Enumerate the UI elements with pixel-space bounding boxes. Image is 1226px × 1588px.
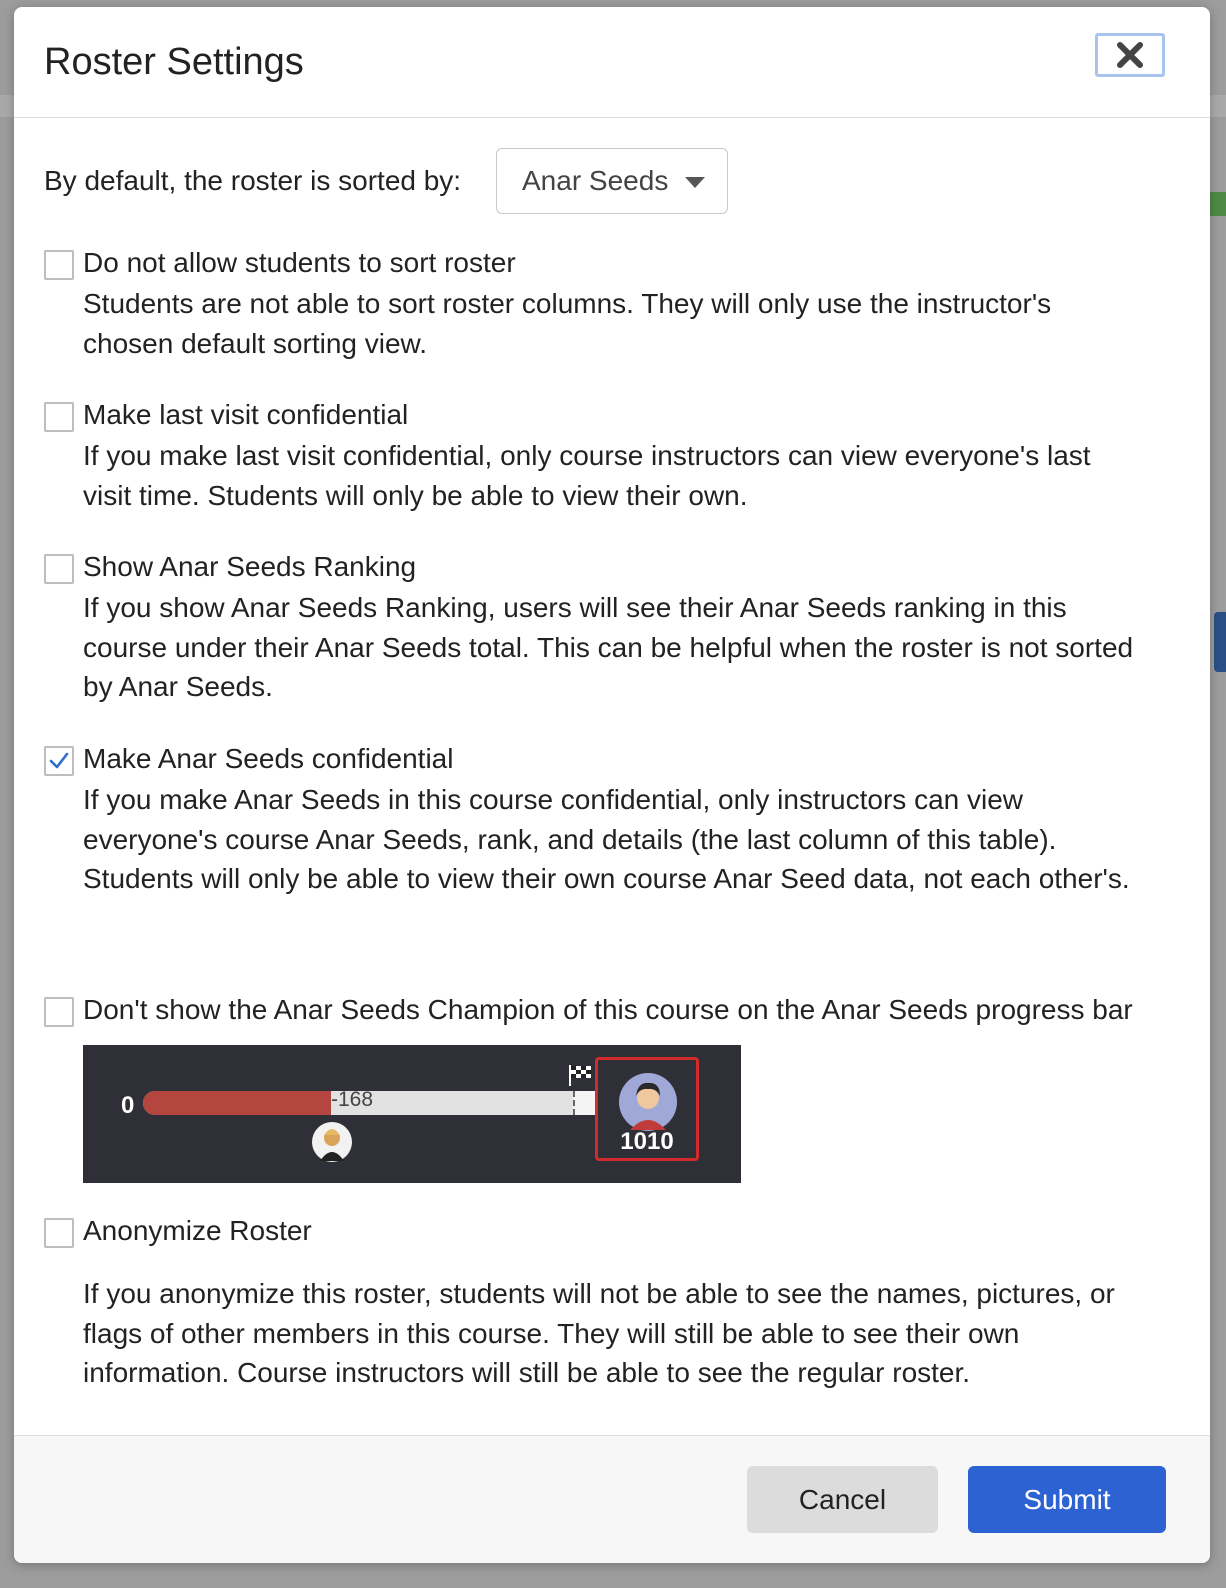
option-label: Make Anar Seeds confidential bbox=[83, 743, 454, 774]
checkbox-anonymize-roster[interactable] bbox=[44, 1218, 74, 1248]
checkbox-hide-champion[interactable] bbox=[44, 997, 74, 1027]
sort-selected-value: Anar Seeds bbox=[522, 165, 669, 196]
close-icon bbox=[1115, 40, 1145, 70]
option-description: If you anonymize this roster, students will not be able to see the names, pictures, or flags of other members in this course. They will still be able to see their own information. Course instructors will still be able to see the regular roster. bbox=[83, 1278, 1115, 1388]
option-label: Anonymize Roster bbox=[83, 1215, 312, 1246]
option-description: If you make Anar Seeds in this course confidential, only instructors can view everyone's course Anar Seeds, rank, and details (the last column of this table). Students will only be able to view their own course Anar Seed data, not each other's. bbox=[83, 784, 1130, 894]
checkmark-icon bbox=[49, 751, 69, 771]
background-accent bbox=[1210, 192, 1226, 216]
option-label: Make last visit confidential bbox=[83, 399, 409, 430]
dialog-header bbox=[14, 7, 1210, 118]
option-label: Don't show the Anar Seeds Champion of this course on the Anar Seeds progress bar bbox=[83, 994, 1133, 1025]
checkbox-seeds-confidential[interactable] bbox=[44, 746, 74, 776]
sort-setting bbox=[44, 148, 669, 214]
dialog-body bbox=[14, 118, 1210, 1435]
progress-current-value: -168 bbox=[331, 1088, 374, 1111]
sort-select[interactable] bbox=[496, 148, 728, 214]
close-button[interactable] bbox=[1095, 33, 1165, 77]
option-description: If you make last visit confidential, only course instructors can view everyone's last visit time. Students will only be able to view their own. bbox=[83, 440, 1091, 511]
checkbox-disallow-sort[interactable] bbox=[44, 250, 74, 280]
progress-bar-example-image bbox=[83, 1045, 741, 1183]
sort-label: By default, the roster is sorted by: bbox=[44, 165, 462, 196]
cancel-button[interactable]: Cancel bbox=[747, 1466, 938, 1533]
checkered-flag-icon bbox=[567, 1063, 595, 1087]
option-label: Do not allow students to sort roster bbox=[83, 247, 516, 278]
roster-settings-dialog bbox=[14, 7, 1210, 1563]
champion-avatar-icon bbox=[618, 1072, 678, 1132]
background-accent bbox=[1214, 612, 1226, 672]
champion-badge bbox=[595, 1057, 699, 1161]
option-description: If you show Anar Seeds Ranking, users will see their Anar Seeds ranking in this course under their Anar Seeds total. This can be helpful when the roster is not sorted by Anar Seeds. bbox=[83, 592, 1134, 702]
champion-score: 1010 bbox=[620, 1128, 674, 1155]
checkbox-show-ranking[interactable] bbox=[44, 554, 74, 584]
option-description: Students are not able to sort roster columns. They will only use the instructor's chosen default sorting view. bbox=[83, 288, 1052, 359]
submit-button[interactable]: Submit bbox=[968, 1466, 1166, 1533]
progress-start-label: 0 bbox=[121, 1092, 135, 1119]
checkbox-last-visit-confidential[interactable] bbox=[44, 402, 74, 432]
caret-down-icon bbox=[685, 177, 705, 188]
dialog-footer bbox=[14, 1435, 1210, 1563]
dialog-title: Roster Settings bbox=[44, 41, 304, 83]
option-label: Show Anar Seeds Ranking bbox=[83, 551, 417, 582]
progress-fill bbox=[143, 1091, 331, 1115]
progress-track-end bbox=[573, 1091, 597, 1115]
user-avatar-icon bbox=[311, 1121, 353, 1163]
